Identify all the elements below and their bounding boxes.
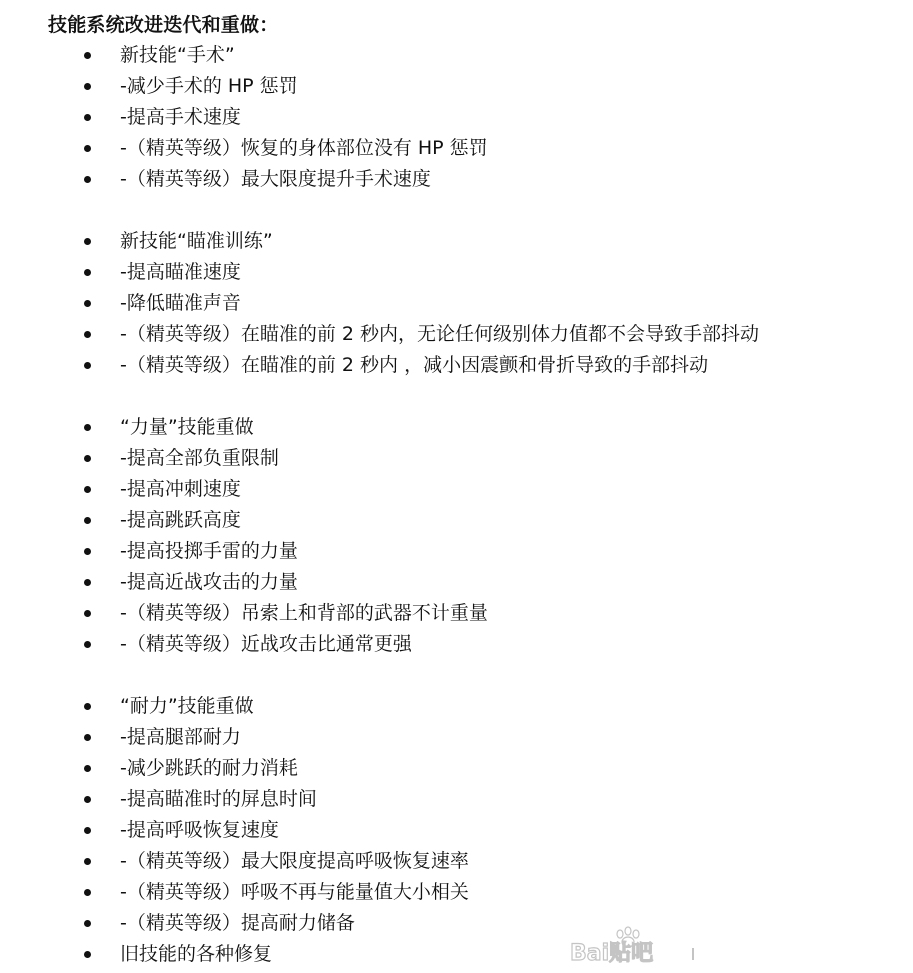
list-item-text: -（精英等级）恢复的身体部位没有 HP 惩罚 [120, 137, 488, 159]
list-item-text: -提高瞄准时的屏息时间 [120, 788, 317, 810]
list-group [0, 226, 913, 381]
list-item-text: -提高跳跃高度 [120, 509, 241, 531]
bullet-icon [84, 548, 91, 555]
list-item [0, 815, 913, 846]
list-item [0, 784, 913, 815]
changelog-lists [0, 40, 913, 970]
document-title: 技能系统改进迭代和重做： [48, 14, 279, 36]
list-item-text: 新技能“手术” [120, 44, 235, 66]
list-item [0, 40, 913, 71]
list-item-text: 新技能“瞄准训练” [120, 230, 273, 252]
list-item [0, 226, 913, 257]
bullet-icon [84, 765, 91, 772]
list-item-text: -提高腿部耐力 [120, 726, 241, 748]
list-item [0, 598, 913, 629]
paw-logo-icon [568, 926, 700, 966]
bullet-icon [84, 703, 91, 710]
list-item [0, 288, 913, 319]
list-item-text: -提高手术速度 [120, 106, 241, 128]
list-item [0, 753, 913, 784]
bullet-icon [84, 858, 91, 865]
list-item [0, 877, 913, 908]
list-item-text: -（精英等级）近战攻击比通常更强 [120, 633, 412, 655]
bullet-icon [84, 734, 91, 741]
list-item-text: -（精英等级）最大限度提高呼吸恢复速率 [120, 850, 469, 872]
list-item [0, 443, 913, 474]
list-group [0, 40, 913, 195]
watermark-text: Bai贴吧 [570, 941, 654, 966]
bullet-icon [84, 424, 91, 431]
bullet-icon [84, 641, 91, 648]
list-item-text: -（精英等级）在瞄准的前 2 秒内，无论任何级别体力值都不会导致手部抖动 [120, 323, 760, 345]
list-item [0, 319, 913, 350]
bullet-icon [84, 83, 91, 90]
bullet-icon [84, 796, 91, 803]
list-item-text: -提高呼吸恢复速度 [120, 819, 279, 841]
list-item [0, 257, 913, 288]
list-group [0, 691, 913, 970]
list-item-text: -（精英等级）最大限度提升手术速度 [120, 168, 431, 190]
list-item [0, 505, 913, 536]
bullet-icon [84, 951, 91, 958]
bullet-icon [84, 610, 91, 617]
list-item-text: -提高近战攻击的力量 [120, 571, 298, 593]
bullet-icon [84, 362, 91, 369]
list-item [0, 350, 913, 381]
bullet-icon [84, 269, 91, 276]
list-item [0, 133, 913, 164]
list-item-text: -提高瞄准速度 [120, 261, 241, 283]
list-item [0, 412, 913, 443]
list-item [0, 102, 913, 133]
list-item [0, 164, 913, 195]
list-item-text: “力量”技能重做 [120, 416, 254, 438]
list-item-text: 旧技能的各种修复 [120, 943, 273, 965]
list-item-text: -降低瞄准声音 [120, 292, 241, 314]
list-item [0, 846, 913, 877]
bullet-icon [84, 300, 91, 307]
list-item [0, 691, 913, 722]
bullet-icon [84, 145, 91, 152]
bullet-icon [84, 486, 91, 493]
list-item-text: -（精英等级）呼吸不再与能量值大小相关 [120, 881, 469, 903]
list-item-text: -提高全部负重限制 [120, 447, 279, 469]
list-item [0, 71, 913, 102]
list-item-text: -提高投掷手雷的力量 [120, 540, 298, 562]
bullet-icon [84, 455, 91, 462]
bullet-icon [84, 889, 91, 896]
list-item [0, 908, 913, 939]
list-item-text: -减少手术的 HP 惩罚 [120, 75, 298, 97]
bullet-icon [84, 52, 91, 59]
bullet-icon [84, 920, 91, 927]
list-item-text: “耐力”技能重做 [120, 695, 254, 717]
bullet-icon [84, 827, 91, 834]
list-item [0, 474, 913, 505]
list-item-text: -减少跳跃的耐力消耗 [120, 757, 298, 779]
list-item [0, 536, 913, 567]
list-item-text: -（精英等级）提高耐力储备 [120, 912, 355, 934]
bullet-icon [84, 114, 91, 121]
bullet-icon [84, 517, 91, 524]
list-item [0, 629, 913, 660]
list-group [0, 412, 913, 660]
bullet-icon [84, 579, 91, 586]
baidu-tieba-watermark [568, 926, 700, 966]
bullet-icon [84, 176, 91, 183]
list-item [0, 567, 913, 598]
bullet-icon [84, 238, 91, 245]
bullet-icon [84, 331, 91, 338]
list-item [0, 939, 913, 970]
list-item-text: -提高冲刺速度 [120, 478, 241, 500]
list-item [0, 722, 913, 753]
list-item-text: -（精英等级）在瞄准的前 2 秒内 ，减小因震颤和骨折导致的手部抖动 [120, 354, 709, 376]
list-item-text: -（精英等级）吊索上和背部的武器不计重量 [120, 602, 488, 624]
